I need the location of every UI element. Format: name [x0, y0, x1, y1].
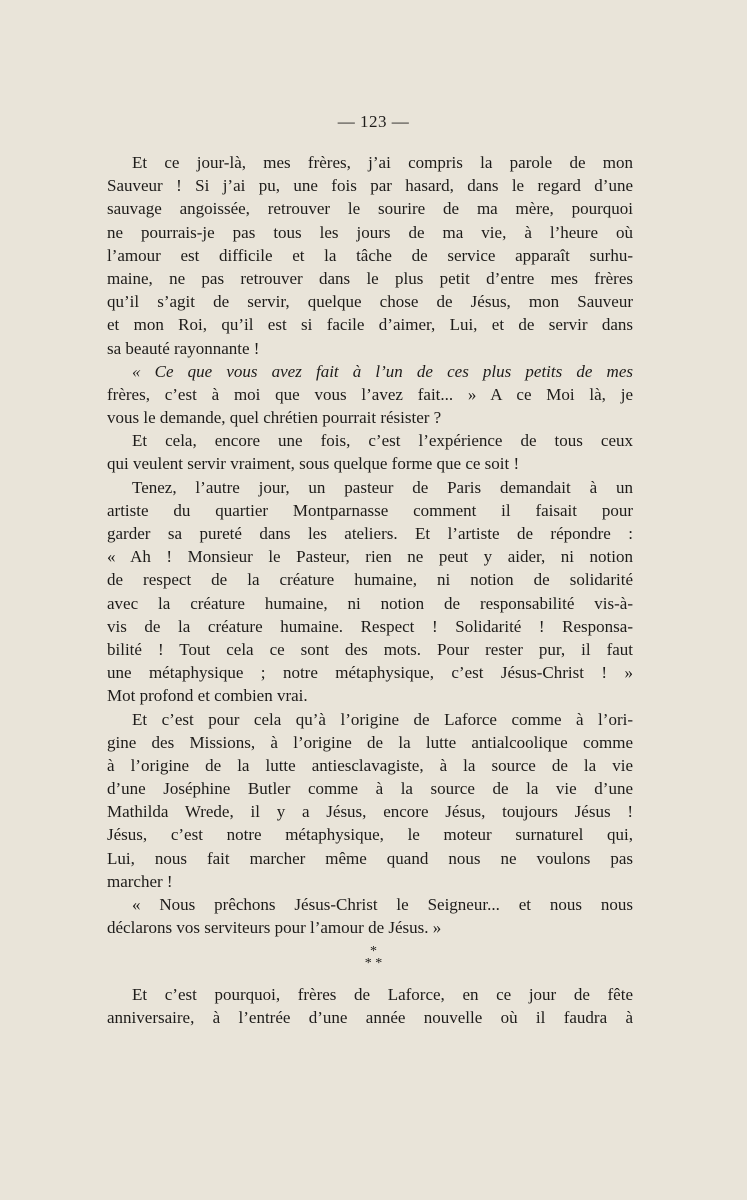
text-line: « Ah ! Monsieur le Pasteur, rien ne peut y aider, ni notion	[107, 547, 633, 567]
text-line: Jésus, c’est notre métaphysique, le moteur surnaturel qui,	[107, 825, 633, 845]
text-line: maine, ne pas retrouver dans le plus petit d’entre mes frères	[107, 268, 633, 288]
text-line: « Nous prêchons Jésus-Christ le Seigneur... et nous nous	[132, 895, 633, 914]
text-line: artiste du quartier Montparnasse comment il faisait pour	[107, 500, 633, 520]
text-line: d’une Joséphine Butler comme à la source de la vie d’une	[107, 779, 633, 799]
text-line: et mon Roi, qu’il est si facile d’aimer, Lui, et de servir dans	[107, 315, 633, 335]
text-line: marcher !	[107, 871, 173, 891]
body-text-continued	[107, 983, 633, 1029]
text-line: Et cela, encore une fois, c’est l’expérience de tous ceux	[132, 431, 633, 451]
text-line: bilité ! Tout cela ce sont des mots. Pour rester pur, il faut	[107, 639, 633, 659]
text-line: avec la créature humaine, ni notion de responsabilité vis-à-	[107, 593, 633, 613]
text-line: Et c’est pourquoi, frères de Laforce, en ce jour de fête	[132, 985, 633, 1004]
text-line: Et c’est pour cela qu’à l’origine de Laforce comme à l’ori-	[132, 709, 633, 729]
text-line: déclarons vos serviteurs pour l’amour de Jésus. »	[107, 918, 442, 938]
text-line: gine des Missions, à l’origine de la lutte antialcoolique comme	[107, 732, 633, 752]
text-line: sauvage angoissée, retrouver le sourire de ma mère, pourquoi	[107, 199, 633, 219]
quote-line: « Ce que vous avez fait à l’un de ces plus petits de mes	[132, 361, 633, 381]
text-line: vis de la créature humaine. Respect ! Solidarité ! Responsa-	[107, 616, 633, 636]
text-line: garder sa pureté dans les ateliers. Et l’artiste de répondre :	[107, 524, 633, 543]
text-line: sa beauté rayonnante !	[107, 338, 260, 358]
page-number: — 123 —	[337, 112, 410, 131]
text-line: qu’il s’agit de servir, quelque chose de Jésus, mon Sauveur	[107, 292, 633, 312]
separator-asterisks-bottom: * *	[364, 956, 383, 971]
text-line: Et ce jour-là, mes frères, j’ai compris la parole de mon	[132, 153, 633, 172]
text-line: une métaphysique ; notre métaphysique, c’est Jésus-Christ ! »	[107, 663, 633, 683]
text-line: Mathilda Wrede, il y a Jésus, encore Jésus, toujours Jésus !	[107, 802, 633, 822]
text-line: ne pourrais-je pas tous les jours de ma vie, à l’heure où	[107, 222, 633, 242]
text-line: de respect de la créature humaine, ni notion de solidarité	[107, 570, 633, 590]
body-text	[107, 151, 633, 939]
section-separator	[0, 946, 747, 970]
separator-asterisk-top: *	[370, 944, 377, 959]
text-line: Tenez, l’autre jour, un pasteur de Paris demandait à un	[132, 477, 633, 497]
text-line: anniversaire, à l’entrée d’une année nouvelle où il faudra à	[107, 1008, 633, 1028]
text-line: à l’origine de la lutte antiesclavagiste, à la source de la vie	[107, 755, 633, 775]
text-line: qui veulent servir vraiment, sous quelque forme que ce soit !	[107, 454, 520, 474]
text-line: Sauveur ! Si j’ai pu, une fois par hasard, dans le regard d’une	[107, 176, 633, 196]
text-line: l’amour est difficile et la tâche de service apparaît surhu-	[107, 245, 633, 265]
text-line: vous le demande, quel chrétien pourrait résister ?	[107, 408, 442, 428]
text-line: Lui, nous fait marcher même quand nous ne voulons pas	[107, 848, 633, 868]
text-line: Mot profond et combien vrai.	[107, 686, 308, 706]
quote-line: frères, c’est à moi que vous l’avez fait... » A ce Moi là, je	[107, 384, 633, 404]
